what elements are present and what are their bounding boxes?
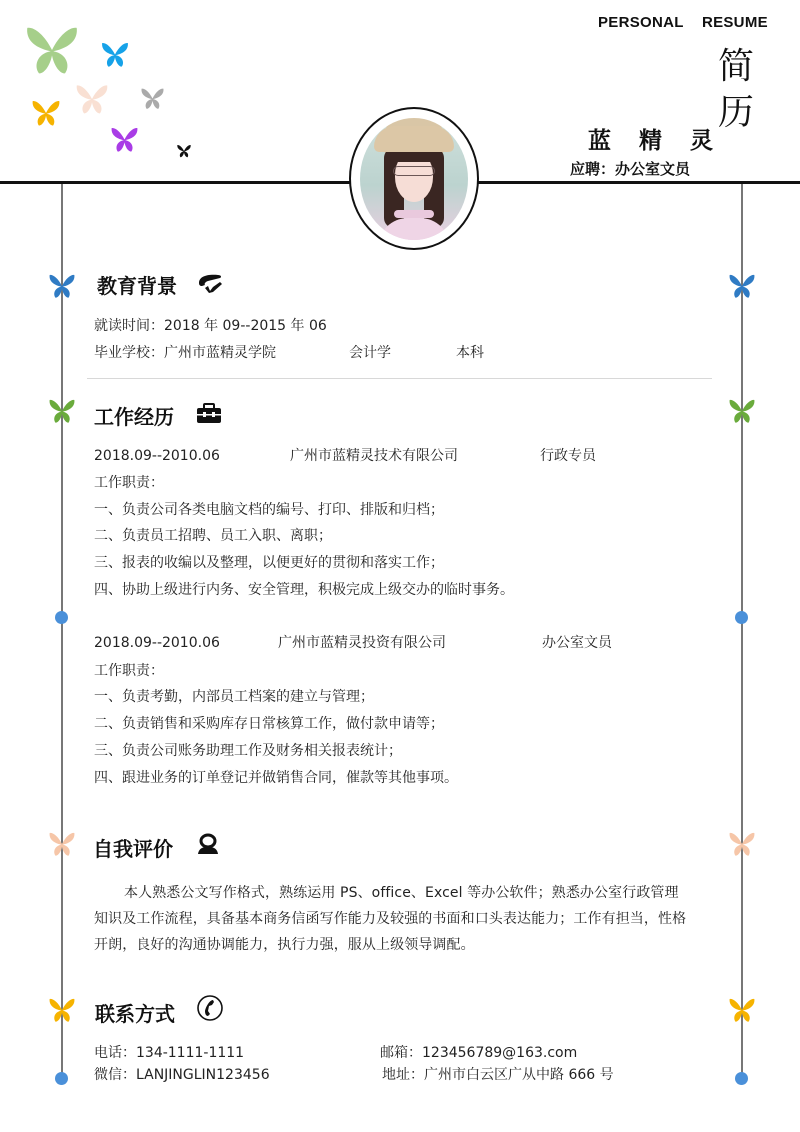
section-divider (87, 378, 712, 379)
person-icon (194, 833, 222, 857)
timeline-dot (55, 611, 68, 624)
job-duty: 二、负责员工招聘、员工入职、离职； (94, 528, 332, 544)
timeline-dot (55, 1072, 68, 1085)
work-section-title: 工作经历 (94, 405, 174, 429)
candidate-name: 蓝 精 灵 (588, 128, 724, 154)
butterfly-decoration-icon (32, 99, 60, 127)
contact-wechat: 微信：LANJINGLIN123456 (94, 1067, 270, 1083)
resume-title: 简 历 (717, 46, 754, 133)
personal-resume-label: PERSONAL RESUME (598, 14, 768, 31)
briefcase-icon (195, 401, 223, 425)
job-period: 2018.09--2010.06 (94, 635, 220, 651)
contact-section-title: 联系方式 (95, 1002, 175, 1026)
apply-position-value: 办公室文员 (615, 160, 691, 178)
graduation-cap-icon (196, 271, 224, 295)
job-duty: 四、协助上级进行内务、安全管理，积极完成上级交办的临时事务。 (94, 582, 514, 598)
job-duty: 四、跟进业务的订单登记并做销售合同，催款等其他事项。 (94, 770, 458, 786)
phone-icon (196, 994, 224, 1022)
contact-email: 邮箱：123456789@163.com (380, 1045, 578, 1061)
job-position: 办公室文员 (542, 635, 612, 651)
education-section-title: 教育背景 (97, 274, 177, 298)
applied-position (570, 158, 690, 179)
apply-label: 应聘： (570, 160, 616, 178)
butterfly-decoration-icon (101, 41, 129, 68)
contact-butterfly-icon (49, 996, 75, 1024)
job-duty: 二、负责销售和采购库存日常核算工作，做付款申请等； (94, 716, 444, 732)
job-duty: 三、报表的收编以及整理，以便更好的贯彻和落实工作； (94, 555, 444, 571)
work-butterfly-icon (49, 397, 75, 425)
left-timeline-line (61, 184, 63, 1080)
job-duties-label: 工作职责： (94, 475, 164, 491)
education-period: 就读时间：2018 年 09--2015 年 06 (94, 318, 327, 334)
education-butterfly-icon (729, 272, 755, 300)
contact-butterfly-icon (729, 996, 755, 1024)
self-eval-butterfly-icon (49, 830, 75, 858)
butterfly-decoration-icon (111, 126, 138, 153)
job-company: 广州市蓝精灵技术有限公司 (290, 448, 458, 464)
butterfly-decoration-icon (76, 83, 108, 115)
education-butterfly-icon (49, 272, 75, 300)
job-duty: 一、负责考勤，内部员工档案的建立与管理； (94, 689, 374, 705)
butterfly-decoration-icon (177, 144, 191, 158)
education-school: 毕业学校：广州市蓝精灵学院 (94, 345, 276, 361)
timeline-dot (735, 1072, 748, 1085)
job-duties-label: 工作职责： (94, 663, 164, 679)
avatar (360, 118, 468, 240)
education-degree: 本科 (456, 345, 484, 361)
butterfly-decoration-icon (141, 87, 164, 110)
self-eval-butterfly-icon (729, 830, 755, 858)
job-duty: 三、负责公司账务助理工作及财务相关报表统计； (94, 743, 402, 759)
job-period: 2018.09--2010.06 (94, 448, 220, 464)
timeline-dot (735, 611, 748, 624)
self-eval-section-title: 自我评价 (93, 837, 173, 861)
butterfly-decoration-icon (26, 24, 78, 76)
job-company: 广州市蓝精灵投资有限公司 (278, 635, 446, 651)
job-position: 行政专员 (540, 448, 596, 464)
self-eval-text: 本人熟悉公文写作格式，熟练运用 PS、office、Excel 等办公软件；熟悉办公室行政管理知识及工作流程，具备基本商务信函写作能力及较强的书面和口头表达能力；工作有担当，性格开朗，良好的沟通协调能力，执行力强，服从上级领导调配。 (94, 885, 687, 953)
work-butterfly-icon (729, 397, 755, 425)
job-duty: 一、负责公司各类电脑文档的编号、打印、排版和归档； (94, 502, 444, 518)
right-timeline-line (741, 184, 743, 1080)
contact-address: 地址：广州市白云区广从中路 666 号 (382, 1067, 614, 1083)
education-major: 会计学 (349, 345, 391, 361)
contact-phone: 电话：134-1111-1111 (94, 1045, 245, 1061)
